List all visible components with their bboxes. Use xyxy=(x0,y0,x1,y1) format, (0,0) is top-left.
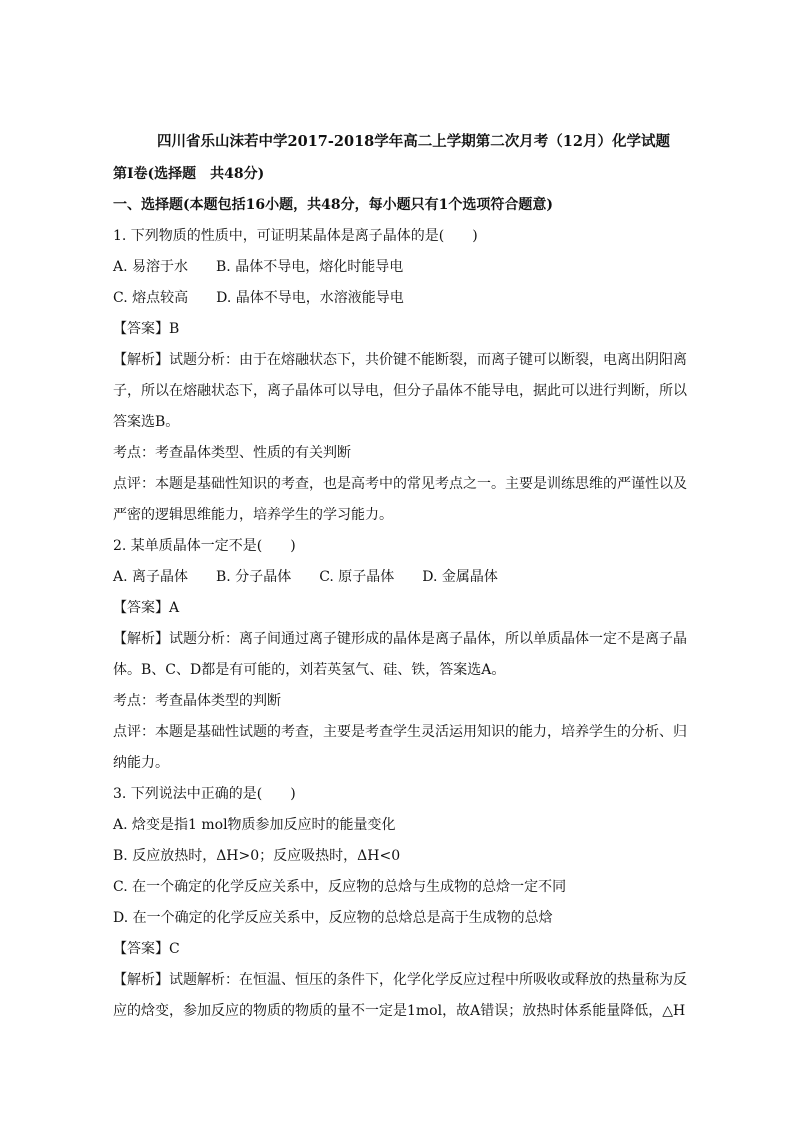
question-2-point: 考点：考查晶体类型的判断 xyxy=(113,693,281,709)
question-3-stem: 3. 下列说法中正确的是( ) xyxy=(113,786,296,802)
question-3-option-a: A. 焓变是指1 mol物质参加反应时的能量变化 xyxy=(113,817,396,833)
question-3-option-b: B. 反应放热时，ΔH>0；反应吸热时，ΔH<0 xyxy=(113,848,401,864)
question-2-options: A. 离子晶体 B. 分子晶体 C. 原子晶体 D. 金属晶体 xyxy=(113,569,498,585)
question-1-stem: 1. 下列物质的性质中，可证明某晶体是离子晶体的是( ) xyxy=(113,228,478,244)
question-2-analysis: 【解析】试题分析：离子间通过离子键形成的晶体是离子晶体，所以单质晶体一定不是离子晶体。B、C、D都是有可能的，刘若英氢气、硅、铁，答案选A。 xyxy=(113,631,687,678)
section-heading: 第Ⅰ卷(选择题 共48分) xyxy=(113,166,265,182)
question-1-comment: 点评：本题是基础性知识的考查，也是高考中的常见考点之一。主要是训练思维的严谨性以及严密的逻辑思维能力，培养学生的学习能力。 xyxy=(113,476,687,523)
question-2-comment: 点评：本题是基础性试题的考查，主要是考查学生灵活运用知识的能力，培养学生的分析、归纳能力。 xyxy=(113,724,687,771)
question-1-analysis: 【解析】试题分析：由于在熔融状态下，共价键不能断裂，而离子键可以断裂，电离出阴阳离子，所以在熔融状态下，离子晶体可以导电，但分子晶体不能导电，据此可以进行判断，所以答案选B。 xyxy=(113,352,687,430)
question-1-options-row-2: C. 熔点较高 D. 晶体不导电，水溶液能导电 xyxy=(113,290,404,306)
question-1-answer: 【答案】B xyxy=(113,321,180,337)
question-1-options-row-1: A. 易溶于水 B. 晶体不导电，熔化时能导电 xyxy=(113,259,404,275)
part-heading: 一、选择题(本题包括16小题，共48分，每小题只有1个选项符合题意) xyxy=(113,197,553,213)
question-3-answer: 【答案】C xyxy=(113,941,180,957)
question-2-answer: 【答案】A xyxy=(113,600,180,616)
question-3-analysis: 【解析】试题解析：在恒温、恒压的条件下，化学化学反应过程中所吸收或释放的热量称为反应的焓变，参加反应的物质的物质的量不一定是1mol，故A错误；放热时体系能量降低，△H xyxy=(113,972,687,1019)
document-title: 四川省乐山沫若中学2017-2018学年高二上学期第二次月考（12月）化学试题 xyxy=(157,133,670,150)
question-3-option-d: D. 在一个确定的化学反应关系中，反应物的总焓总是高于生成物的总焓 xyxy=(113,910,553,926)
question-1-point: 考点：考查晶体类型、性质的有关判断 xyxy=(113,445,351,461)
question-3-option-c: C. 在一个确定的化学反应关系中，反应物的总焓与生成物的总焓一定不同 xyxy=(113,879,567,895)
question-2-stem: 2. 某单质晶体一定不是( ) xyxy=(113,538,296,554)
